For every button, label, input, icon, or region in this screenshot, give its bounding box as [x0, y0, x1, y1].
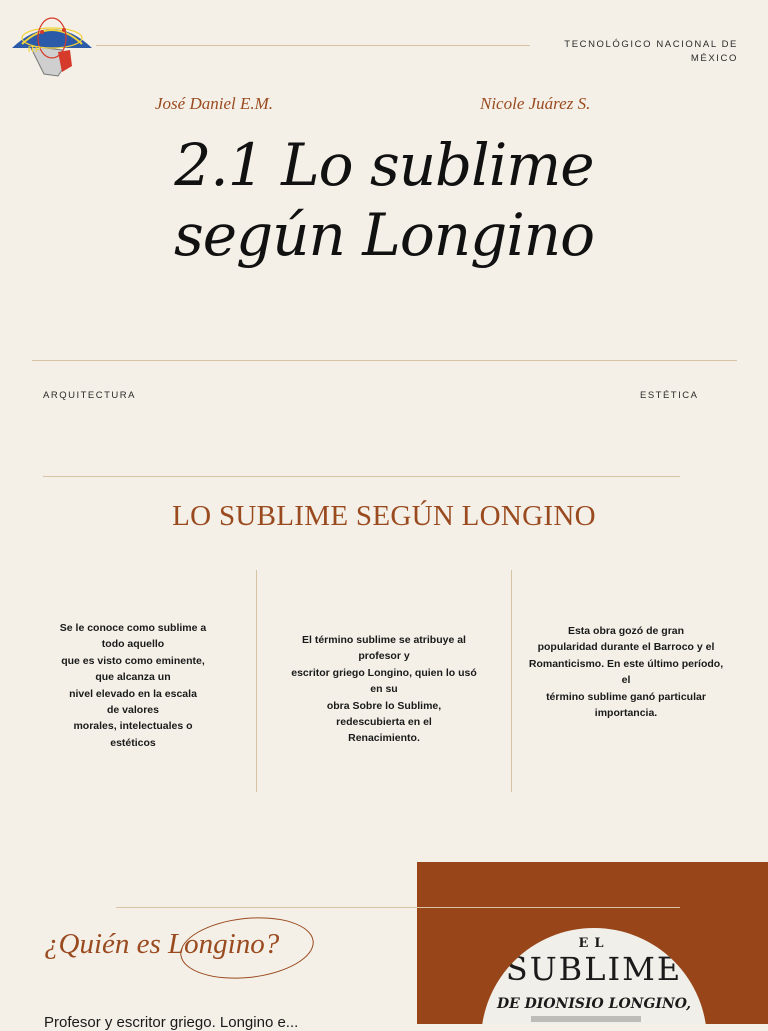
highlight-oval [177, 911, 317, 985]
institution-line-1: TECNOLÓGICO NACIONAL DE [564, 39, 738, 50]
text-column-1: Se le conoce como sublime a todo aquello que es visto como eminente, que alcanza un nivel elevado en la escala de valores morales, intelectuales o estéticos [59, 622, 207, 749]
svg-text:ITP: ITP [28, 45, 41, 54]
book-line-2: SUBLIME [505, 950, 683, 988]
institution-name [538, 38, 738, 66]
author-1: José Daniel E.M. [155, 94, 274, 113]
institution-logo [10, 12, 94, 80]
section-title: LO SUBLIME SEGÚN LONGINO [172, 500, 596, 532]
header-rule [96, 45, 530, 46]
divider-rule [32, 360, 737, 361]
book-line-3: DE DIONISIO LONGINO, [496, 996, 692, 1012]
text-column-3: Esta obra gozó de gran popularidad durante el Barroco y el Romanticismo. En este último período, el término sublime ganó particular importancia. [528, 625, 724, 720]
who-body-text: Profesor y escritor griego. Longino e... [44, 1014, 299, 1031]
section-rule [43, 476, 680, 477]
page-title [0, 130, 768, 270]
book-panel [417, 862, 768, 1024]
tag-architecture: ARQUITECTURA [43, 390, 136, 401]
column-divider-2 [511, 570, 512, 792]
column-divider-1 [256, 570, 257, 792]
tag-aesthetics: ESTÉTICA [640, 390, 699, 401]
who-heading: ¿Quién es Longino? [44, 928, 280, 960]
who-rule [116, 907, 680, 908]
text-column-2: El término sublime se atribuye al profesor y escritor griego Longino, quien lo usó en su obra Sobre lo Sublime, redescubierta en el Renacimiento. [291, 634, 477, 745]
title-line-2: según Longino [173, 201, 595, 269]
title-line-1: 2.1 Lo sublime [174, 131, 594, 199]
book-cover-image [481, 928, 707, 1024]
author-2: Nicole Juárez S. [480, 94, 591, 113]
book-line-1: EL [578, 936, 610, 951]
institution-line-2: MÉXICO [690, 53, 738, 64]
book-smudge [531, 1016, 641, 1022]
